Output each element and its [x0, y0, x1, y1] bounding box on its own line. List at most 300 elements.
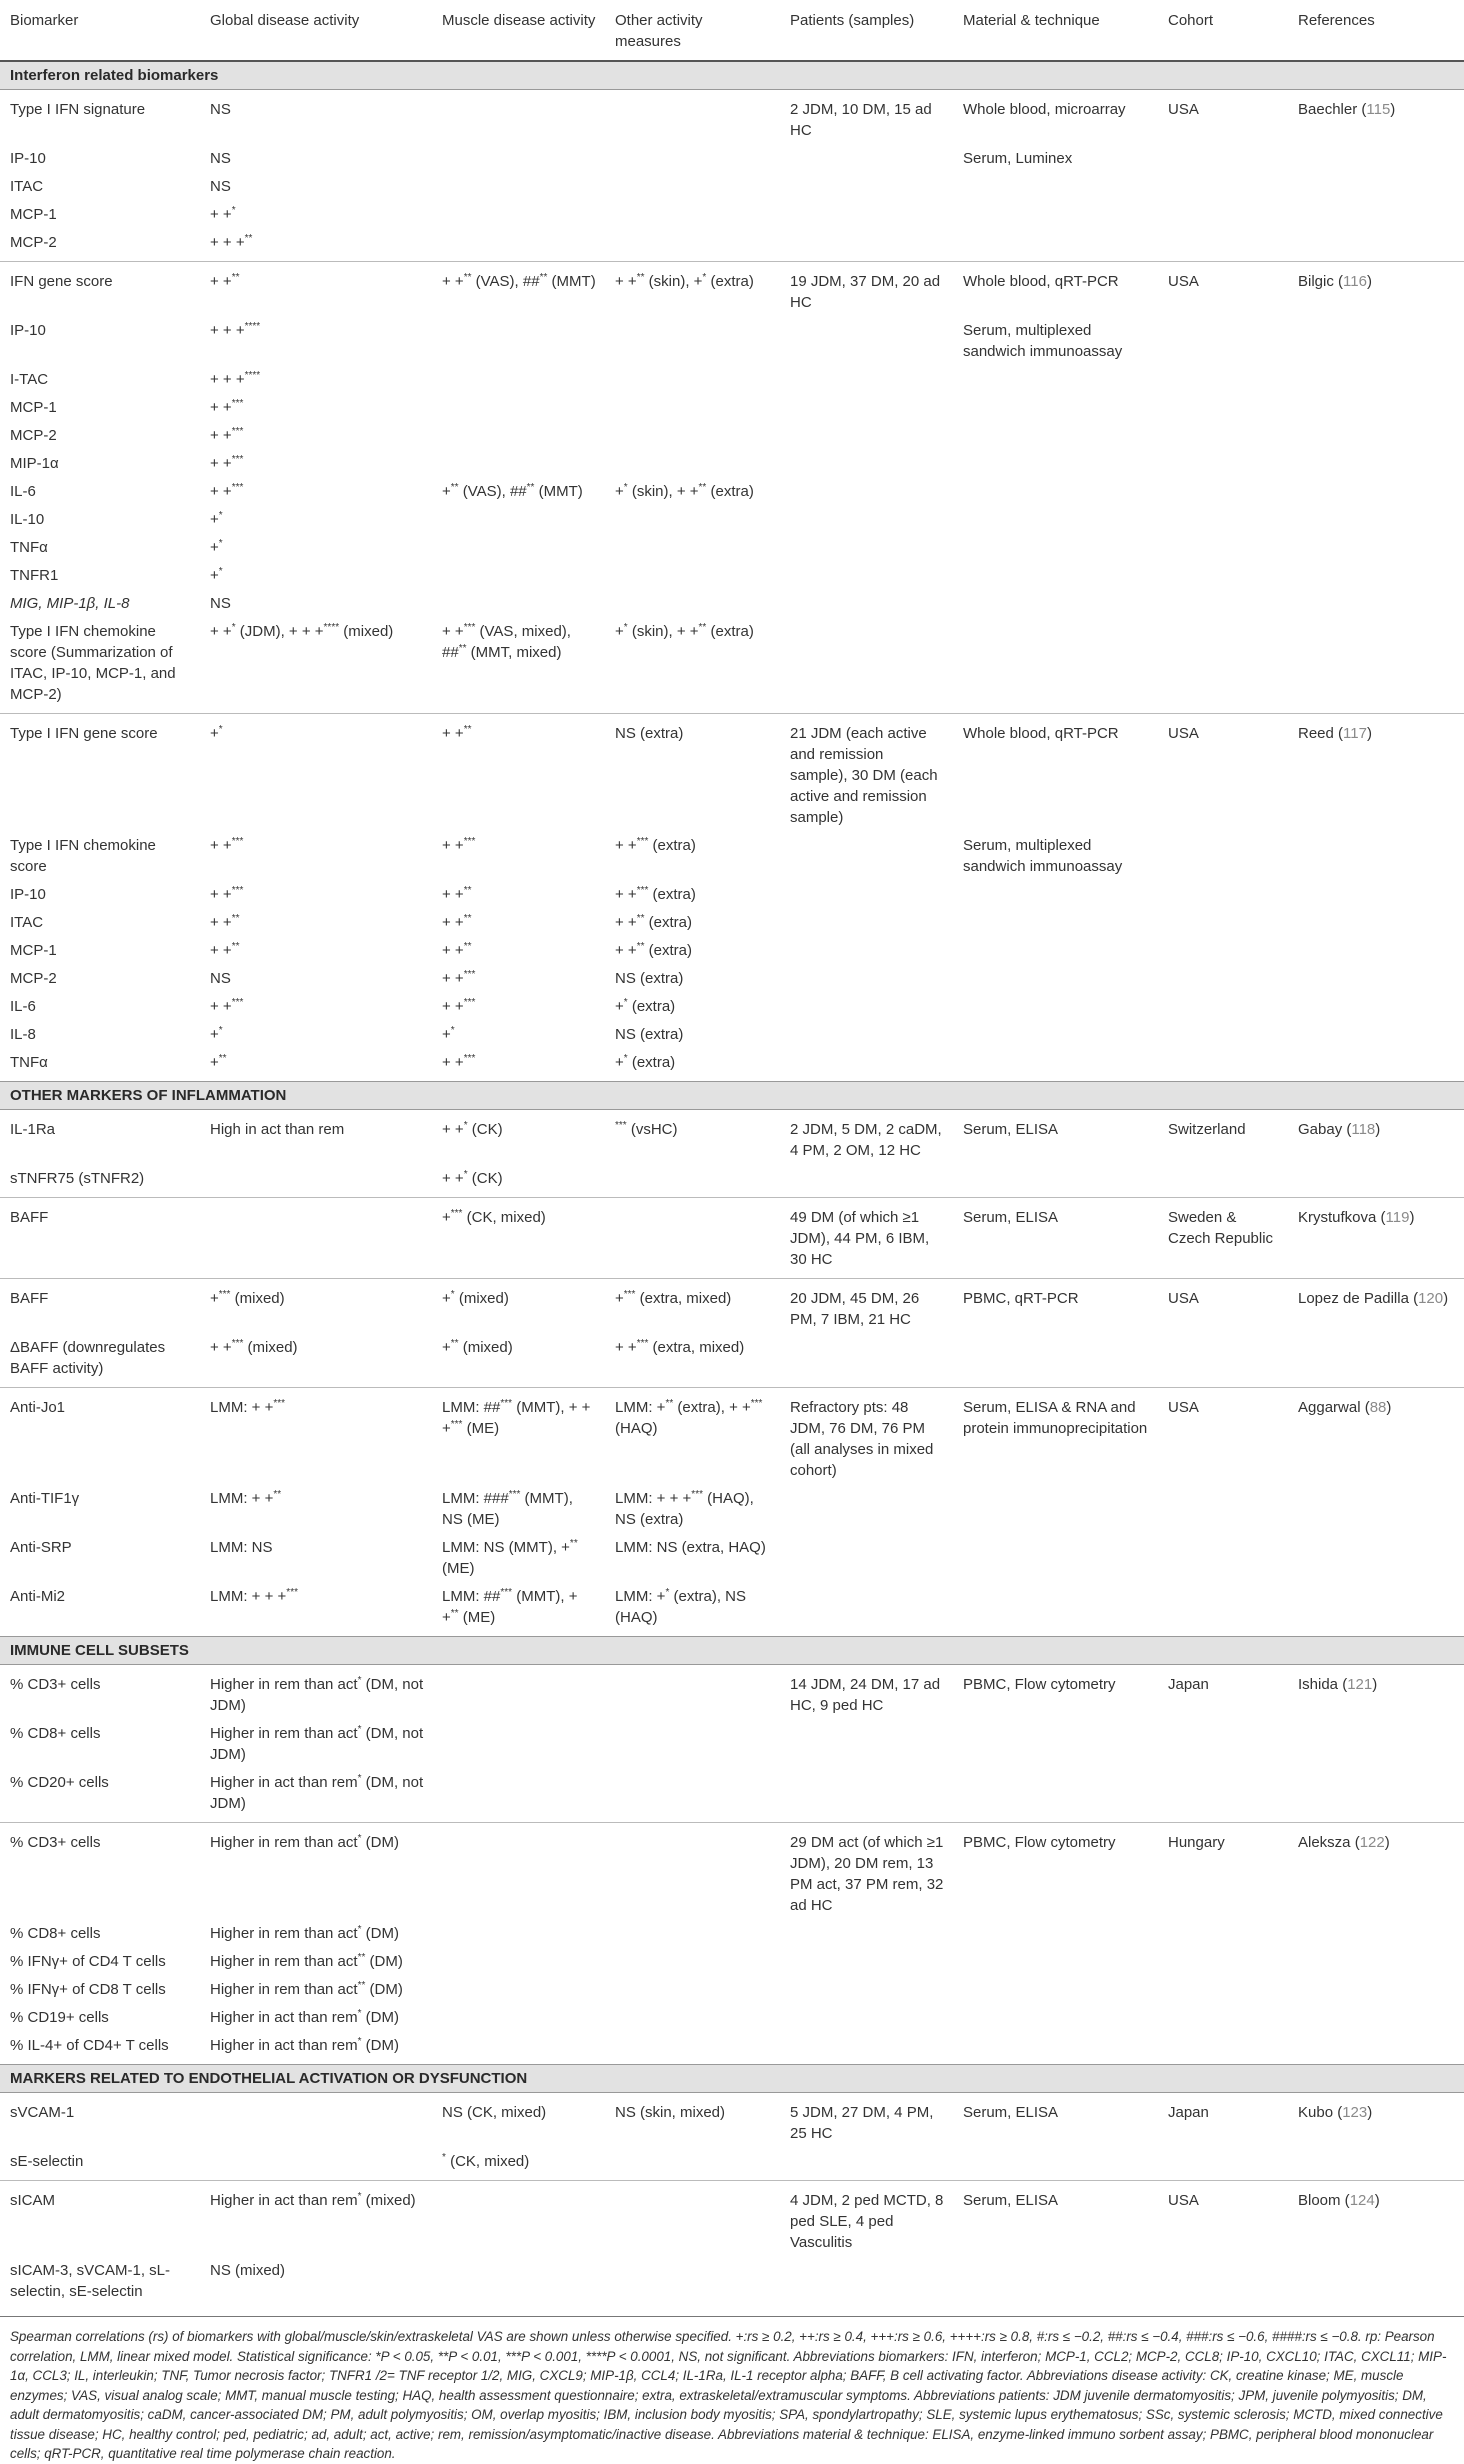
cell-cohort	[1158, 1718, 1288, 1767]
table-row	[0, 2181, 1464, 2256]
cell-global-activity: Higher in act than rem* (DM)	[210, 2008, 399, 2026]
cell-patients: 20 JDM, 45 DM, 26 PM, 7 IBM, 21 HC	[780, 1279, 953, 1333]
table-row	[0, 532, 1464, 560]
cell-reference[interactable]: Kubo (123)	[1298, 2104, 1373, 2121]
header-material: Material & technique	[953, 0, 1158, 61]
cell-biomarker: % CD19+ cells	[10, 2009, 109, 2026]
cell-global-activity: Higher in rem than act** (DM)	[210, 1980, 403, 1998]
cell-biomarker: MIP-1α	[10, 455, 59, 472]
cell-material	[953, 504, 1158, 532]
cell-global-activity	[200, 2146, 432, 2181]
cell-global-activity: LMM: NS	[210, 1539, 273, 1556]
cell-other-measures	[605, 1946, 780, 1974]
cell-patients	[780, 1718, 953, 1767]
cell-other-measures	[605, 1974, 780, 2002]
cell-other-measures	[605, 315, 780, 364]
cell-global-activity: LMM: + +**	[210, 1489, 282, 1507]
cell-other-measures: + +*** (extra)	[615, 885, 696, 903]
cell-material	[953, 532, 1158, 560]
cell-reference[interactable]: Gabay (118)	[1298, 1121, 1381, 1138]
cell-biomarker: IP-10	[10, 322, 46, 339]
cell-patients	[780, 963, 953, 991]
cell-material	[953, 2146, 1158, 2181]
cell-other-measures: LMM: + + +*** (HAQ), NS (extra)	[615, 1489, 754, 1528]
cell-reference[interactable]: Lopez de Padilla (120)	[1288, 1279, 1464, 1333]
cell-patients	[780, 476, 953, 504]
cell-material	[953, 1918, 1158, 1946]
cell-material	[953, 227, 1158, 262]
cell-cohort	[1158, 199, 1288, 227]
cell-biomarker: TNFR1	[10, 567, 59, 584]
cell-muscle-activity: * (CK, mixed)	[442, 2152, 530, 2170]
cell-muscle-activity: +*	[442, 1025, 455, 1043]
cell-global-activity: LMM: + + +***	[210, 1587, 298, 1605]
cell-muscle-activity: + +**	[442, 941, 472, 959]
cell-muscle-activity: + +***	[442, 1053, 476, 1071]
cell-global-activity: Higher in rem than act* (DM)	[200, 1823, 432, 1919]
cell-muscle-activity: + +* (CK)	[442, 1169, 503, 1187]
cell-muscle-activity	[432, 1974, 605, 2002]
cell-biomarker: sTNFR75 (sTNFR2)	[10, 1170, 145, 1187]
cell-reference	[1288, 879, 1464, 907]
cell-patients: 49 DM (of which ≥1 JDM), 44 PM, 6 IBM, 30 HC	[780, 1198, 953, 1279]
cell-other-measures	[605, 532, 780, 560]
cell-cohort	[1158, 1532, 1288, 1581]
cell-other-measures: + +*** (extra, mixed)	[615, 1338, 745, 1356]
cell-reference[interactable]: Aggarwal (88)	[1288, 1388, 1464, 1484]
cell-muscle-activity: + +***	[442, 969, 476, 987]
cell-other-measures	[605, 1718, 780, 1767]
table-row	[0, 262, 1464, 316]
cell-material: Serum, ELISA & RNA and protein immunoprecipitation	[953, 1388, 1158, 1484]
cell-biomarker: sICAM	[0, 2181, 200, 2256]
cell-reference	[1288, 1718, 1464, 1767]
cell-material	[953, 991, 1158, 1019]
cell-reference[interactable]: Krystufkova (119)	[1288, 1198, 1464, 1279]
cell-biomarker: % IFNγ+ of CD4 T cells	[10, 1953, 166, 1970]
header-patients: Patients (samples)	[780, 0, 953, 61]
cell-material	[953, 2255, 1158, 2310]
cell-cohort: USA	[1158, 2181, 1288, 2256]
cell-cohort: USA	[1158, 1279, 1288, 1333]
cell-material: PBMC, qRT-PCR	[953, 1279, 1158, 1333]
cell-other-measures: LMM: +* (extra), NS (HAQ)	[615, 1587, 747, 1626]
cell-cohort	[1158, 963, 1288, 991]
cell-cohort: Switzerland	[1168, 1121, 1246, 1138]
table-row	[0, 2093, 1464, 2147]
cell-global-activity: + +***	[210, 482, 244, 500]
cell-material: Serum, ELISA	[953, 2181, 1158, 2256]
cell-reference[interactable]: Reed (117)	[1288, 714, 1464, 831]
cell-cohort	[1158, 2255, 1288, 2310]
cell-biomarker: % CD8+ cells	[10, 1725, 101, 1742]
table-row	[0, 227, 1464, 262]
cell-biomarker: Type I IFN signature	[10, 101, 146, 118]
cell-global-activity: + +***	[210, 454, 244, 472]
cell-reference	[1288, 963, 1464, 991]
cell-global-activity: + +**	[210, 941, 240, 959]
cell-material	[953, 879, 1158, 907]
cell-biomarker: IP-10	[10, 150, 46, 167]
cell-material	[953, 171, 1158, 199]
cell-biomarker: % CD3+ cells	[10, 1676, 101, 1693]
cell-global-activity: + +***	[210, 398, 244, 416]
cell-global-activity: NS	[210, 150, 231, 167]
cell-material	[953, 364, 1158, 392]
cell-cohort	[1158, 1019, 1288, 1047]
cell-cohort	[1158, 2146, 1288, 2181]
cell-material	[953, 1946, 1158, 1974]
cell-biomarker: TNFα	[10, 1054, 48, 1071]
cell-muscle-activity	[432, 1718, 605, 1767]
table-row	[0, 1019, 1464, 1047]
cell-muscle-activity: NS (CK, mixed)	[442, 2104, 547, 2121]
table-row	[0, 2146, 1464, 2181]
cell-patients	[780, 1918, 953, 1946]
cell-reference	[1288, 532, 1464, 560]
cell-cohort	[1158, 392, 1288, 420]
cell-patients: 2 JDM, 10 DM, 15 ad HC	[790, 101, 932, 139]
cell-cohort: USA	[1168, 101, 1199, 118]
cell-patients: 29 DM act (of which ≥1 JDM), 20 DM rem, 13 PM act, 37 PM rem, 32 ad HC	[780, 1823, 953, 1919]
cell-biomarker: % CD8+ cells	[10, 1925, 101, 1942]
cell-muscle-activity	[432, 315, 605, 364]
cell-biomarker: BAFF	[0, 1198, 200, 1279]
table-row	[0, 476, 1464, 504]
cell-biomarker: % IL-4+ of CD4+ T cells	[10, 2037, 169, 2054]
cell-biomarker: MCP-2	[10, 234, 57, 251]
cell-biomarker: ITAC	[10, 178, 44, 195]
cell-other-measures: *** (vsHC)	[615, 1120, 678, 1138]
cell-patients	[780, 315, 953, 364]
table-row	[0, 504, 1464, 532]
cell-cohort	[1158, 1332, 1288, 1388]
cell-other-measures	[605, 392, 780, 420]
cell-cohort: Japan	[1168, 1676, 1209, 1693]
cell-cohort	[1158, 1581, 1288, 1637]
cell-material	[953, 1163, 1158, 1198]
cell-cohort: USA	[1158, 714, 1288, 831]
cell-patients: 21 JDM (each active and remission sample), 30 DM (each active and remission sample)	[780, 714, 953, 831]
cell-global-activity: +*	[210, 566, 223, 584]
cell-other-measures	[605, 199, 780, 227]
table-row	[0, 392, 1464, 420]
cell-biomarker: MCP-1	[10, 942, 57, 959]
cell-biomarker: Anti-TIF1γ	[10, 1490, 80, 1507]
cell-other-measures: NS (extra)	[615, 970, 684, 987]
cell-muscle-activity: + +**	[442, 885, 472, 903]
cell-material	[953, 935, 1158, 963]
cell-patients	[780, 1019, 953, 1047]
section-header-row	[0, 61, 1464, 90]
cell-global-activity: NS	[210, 178, 231, 195]
cell-muscle-activity	[432, 448, 605, 476]
cell-patients	[780, 420, 953, 448]
table-row	[0, 2002, 1464, 2030]
cell-global-activity: + +***	[210, 997, 244, 1015]
cell-patients	[780, 227, 953, 262]
cell-other-measures	[605, 227, 780, 262]
cell-reference[interactable]: Bilgic (116)	[1288, 262, 1464, 316]
table-row	[0, 1279, 1464, 1333]
cell-reference	[1288, 315, 1464, 364]
table-row	[0, 1823, 1464, 1919]
cell-material	[953, 420, 1158, 448]
cell-cohort	[1158, 420, 1288, 448]
cell-reference[interactable]: Bloom (124)	[1288, 2181, 1464, 2256]
cell-material: Serum, Luminex	[963, 150, 1073, 167]
cell-biomarker: IL-6	[10, 483, 36, 500]
cell-reference[interactable]: Ishida (121)	[1298, 1676, 1378, 1693]
cell-material	[953, 2002, 1158, 2030]
cell-other-measures	[605, 2146, 780, 2181]
cell-patients	[780, 448, 953, 476]
cell-reference	[1288, 560, 1464, 588]
cell-material: Serum, multiplexed sandwich immunoassay	[963, 322, 1123, 360]
cell-biomarker: IL-6	[10, 998, 36, 1015]
cell-patients	[780, 1974, 953, 2002]
cell-biomarker: MCP-1	[10, 399, 57, 416]
cell-muscle-activity	[432, 2002, 605, 2030]
cell-patients: 4 JDM, 2 ped MCTD, 8 ped SLE, 4 ped Vasculitis	[780, 2181, 953, 2256]
cell-biomarker: MIG, MIP-1β, IL-8	[10, 595, 130, 612]
cell-global-activity: High in act than rem	[210, 1121, 345, 1138]
cell-other-measures: +* (extra)	[615, 997, 676, 1015]
cell-other-measures: +* (skin), + +** (extra)	[615, 622, 754, 640]
cell-biomarker: I-TAC	[10, 371, 49, 388]
cell-biomarker: sVCAM-1	[10, 2104, 75, 2121]
table-row	[0, 991, 1464, 1019]
cell-patients	[780, 1047, 953, 1082]
table-row	[0, 1918, 1464, 1946]
header-cohort: Cohort	[1158, 0, 1288, 61]
section-title: MARKERS RELATED TO ENDOTHELIAL ACTIVATION OR DYSFUNCTION	[0, 2065, 1464, 2093]
cell-reference	[1288, 2255, 1464, 2310]
cell-material	[953, 1767, 1158, 1823]
cell-reference	[1288, 171, 1464, 199]
cell-biomarker: ΔBAFF (downregulates BAFF activity)	[10, 1339, 166, 1377]
cell-muscle-activity	[432, 143, 605, 171]
section-title: IMMUNE CELL SUBSETS	[0, 1637, 1464, 1665]
cell-other-measures: + +** (skin), +* (extra)	[605, 262, 780, 316]
cell-patients	[780, 1946, 953, 1974]
cell-material	[953, 560, 1158, 588]
cell-muscle-activity: +*** (CK, mixed)	[432, 1198, 605, 1279]
cell-reference	[1288, 1581, 1464, 1637]
table-row	[0, 448, 1464, 476]
cell-muscle-activity	[432, 199, 605, 227]
cell-material	[953, 588, 1158, 616]
cell-other-measures: LMM: NS (extra, HAQ)	[615, 1539, 766, 1556]
cell-biomarker: Type I IFN chemokine score	[10, 837, 156, 875]
cell-patients	[780, 588, 953, 616]
cell-patients	[780, 2146, 953, 2181]
cell-muscle-activity	[432, 420, 605, 448]
table-row	[0, 1163, 1464, 1198]
cell-cohort	[1158, 171, 1288, 199]
cell-reference[interactable]: Aleksza (122)	[1288, 1823, 1464, 1919]
cell-reference	[1288, 227, 1464, 262]
cell-patients: 5 JDM, 27 DM, 4 PM, 25 HC	[790, 2104, 934, 2142]
cell-other-measures: + +** (extra)	[615, 941, 692, 959]
cell-biomarker: Anti-Jo1	[0, 1388, 200, 1484]
cell-muscle-activity: LMM: ###*** (MMT), NS (ME)	[442, 1489, 573, 1528]
section-title: Interferon related biomarkers	[0, 61, 1464, 90]
cell-global-activity: +*	[210, 1025, 223, 1043]
cell-other-measures: NS (extra)	[615, 1026, 684, 1043]
cell-muscle-activity: +** (mixed)	[442, 1338, 513, 1356]
cell-patients	[780, 364, 953, 392]
cell-cohort	[1158, 1047, 1288, 1082]
cell-muscle-activity	[432, 1918, 605, 1946]
cell-reference	[1288, 420, 1464, 448]
cell-patients	[780, 1532, 953, 1581]
cell-global-activity: Higher in act than rem* (DM)	[210, 2036, 399, 2054]
cell-other-measures	[605, 560, 780, 588]
cell-patients	[780, 1332, 953, 1388]
table-row	[0, 2255, 1464, 2310]
cell-biomarker: IP-10	[10, 886, 46, 903]
cell-reference	[1288, 2030, 1464, 2065]
cell-other-measures: +* (skin), + +** (extra)	[615, 482, 754, 500]
cell-cohort	[1158, 2002, 1288, 2030]
cell-muscle-activity	[432, 1823, 605, 1919]
cell-patients	[780, 2030, 953, 2065]
section-header-row	[0, 1082, 1464, 1110]
cell-muscle-activity: LMM: NS (MMT), +** (ME)	[442, 1538, 578, 1577]
cell-material	[953, 1332, 1158, 1388]
cell-cohort	[1158, 560, 1288, 588]
cell-global-activity	[200, 1163, 432, 1198]
cell-global-activity: NS	[210, 595, 231, 612]
cell-reference	[1288, 588, 1464, 616]
cell-material: Serum, ELISA	[963, 1121, 1059, 1138]
cell-muscle-activity	[432, 392, 605, 420]
table-row	[0, 2030, 1464, 2065]
cell-cohort: USA	[1158, 1388, 1288, 1484]
cell-reference	[1288, 991, 1464, 1019]
cell-biomarker: % CD20+ cells	[10, 1774, 109, 1791]
cell-biomarker: % CD3+ cells	[0, 1823, 200, 1919]
cell-patients	[780, 2255, 953, 2310]
cell-biomarker: Type I IFN gene score	[0, 714, 200, 831]
cell-global-activity: Higher in rem than act* (DM, not JDM)	[210, 1724, 424, 1763]
cell-reference	[1288, 2002, 1464, 2030]
table-row	[0, 1388, 1464, 1484]
table-row	[0, 616, 1464, 714]
cell-biomarker: sICAM-3, sVCAM-1, sL-selectin, sE-selectin	[10, 2262, 171, 2300]
cell-biomarker: sE-selectin	[10, 2153, 84, 2170]
cell-biomarker: Anti-SRP	[10, 1539, 72, 1556]
cell-global-activity: NS (mixed)	[210, 2262, 286, 2279]
cell-other-measures	[605, 588, 780, 616]
table-footnote: Spearman correlations (rs) of biomarkers with global/muscle/skin/extraskeletal VAS are shown unless otherwise specified. +:rs ≥ 0.2, ++:rs ≥ 0.4, +++:rs ≥ 0.6, ++++:rs ≥ 0.8, #:rs ≤ −0.2, ##:rs ≤ −0.4, ###:rs ≤ −0.6, ####:rs ≤ −0.8. rp: Pearson correlation, LMM, linear mixed model. Statistical significance: *P < 0.05, **P < 0.01, ***P < 0.001, ****P < 0.0001, NS, not significant. Abbreviations biomarkers: IFN, interferon; MCP-1, CCL2; MCP-2, CCL8; IP-10, CXCL10; ITAC, CXCL11; MIP-1α, CCL3; IL, interleukin; TNF, Tumor necrosis factor; TNFR1 /2= TNF receptor 1/2, MIG, CXCL9; MIP-1β, CCL4; IL-1Ra, IL-1 receptor alpha; BAFF, B cell activating factor. Abbreviations disease activity: CK, creatine kinase; ME, muscle enzymes; VAS, visual analog scale; MMT, manual muscle testing; HAQ, health assessment questionnaire; extra, extraskeletal/extramuscular symptoms. Abbreviations patients: JDM juvenile dermatomyositis; JPM, juvenile polymyositis; DM, adult dermatomyositis; caDM, cancer-associated DM; PM, adult polymyositis; OM, overlap myositis; IBM, inclusion body myositis; SPA, spondylartropathy; SLE, systemic lupus erythematosus; SSc, systemic sclerosis; MCTD, mixed connective tissue disease; HC, healthy control; ped, pediatric; ad, adult; act, active; rem, remission/asymptomatic/inactive disease. Abbreviations material & technique: ELISA, enzyme-linked immuno sorbent assay; PBMC, peripheral blood mononuclear cells; qRT-PCR, quantitative real time polymerase chain reaction.	[0, 2316, 1464, 2464]
cell-muscle-activity	[432, 171, 605, 199]
cell-patients	[780, 1581, 953, 1637]
cell-material	[953, 1974, 1158, 2002]
cell-global-activity: Higher in rem than act* (DM)	[210, 1924, 399, 1942]
cell-muscle-activity: LMM: ##*** (MMT), + +** (ME)	[442, 1587, 578, 1626]
cell-other-measures: NS (extra)	[605, 714, 780, 831]
cell-reference	[1288, 364, 1464, 392]
cell-cohort	[1158, 532, 1288, 560]
cell-global-activity: +**	[210, 1053, 227, 1071]
cell-reference	[1288, 1918, 1464, 1946]
cell-material: Whole blood, microarray	[963, 101, 1126, 118]
cell-cohort	[1158, 143, 1288, 171]
cell-other-measures	[605, 1767, 780, 1823]
cell-other-measures	[605, 2030, 780, 2065]
cell-global-activity	[200, 1198, 432, 1279]
cell-biomarker: IL-1Ra	[10, 1121, 56, 1138]
table-row	[0, 1946, 1464, 1974]
table-row	[0, 963, 1464, 991]
cell-muscle-activity	[432, 2255, 605, 2310]
table-body	[0, 61, 1464, 2310]
cell-other-measures	[605, 2255, 780, 2310]
cell-muscle-activity	[432, 2181, 605, 2256]
cell-other-measures	[605, 448, 780, 476]
table-row	[0, 90, 1464, 144]
cell-reference	[1288, 1163, 1464, 1198]
cell-muscle-activity: +* (mixed)	[432, 1279, 605, 1333]
cell-material	[953, 616, 1158, 714]
cell-material: PBMC, Flow cytometry	[953, 1823, 1158, 1919]
cell-reference	[1288, 1974, 1464, 2002]
cell-cohort	[1158, 227, 1288, 262]
cell-reference[interactable]: Baechler (115)	[1298, 101, 1396, 118]
cell-global-activity: + +***	[210, 426, 244, 444]
cell-muscle-activity	[432, 364, 605, 392]
cell-biomarker: Anti-Mi2	[10, 1588, 66, 1605]
cell-cohort	[1158, 991, 1288, 1019]
table-row	[0, 588, 1464, 616]
cell-muscle-activity: + +** (VAS), ##** (MMT)	[432, 262, 605, 316]
cell-muscle-activity: + +***	[442, 836, 476, 854]
cell-cohort	[1158, 588, 1288, 616]
cell-biomarker: BAFF	[0, 1279, 200, 1333]
cell-cohort: USA	[1158, 262, 1288, 316]
cell-patients: 14 JDM, 24 DM, 17 ad HC, 9 ped HC	[790, 1676, 941, 1714]
table-row	[0, 714, 1464, 831]
cell-reference	[1288, 2146, 1464, 2181]
cell-material	[953, 1483, 1158, 1532]
table-row	[0, 1198, 1464, 1279]
cell-other-measures: NS (skin, mixed)	[615, 2104, 726, 2121]
cell-reference	[1288, 143, 1464, 171]
cell-reference	[1288, 1946, 1464, 1974]
cell-global-activity: Higher in rem than act** (DM)	[210, 1952, 403, 1970]
header-references: References	[1288, 0, 1464, 61]
cell-cohort	[1158, 1163, 1288, 1198]
cell-biomarker: MCP-1	[10, 206, 57, 223]
cell-global-activity: + + +****	[210, 321, 261, 339]
cell-reference	[1288, 830, 1464, 879]
cell-muscle-activity	[432, 2030, 605, 2065]
cell-cohort	[1158, 1918, 1288, 1946]
cell-biomarker: % IFNγ+ of CD8 T cells	[10, 1981, 166, 1998]
cell-reference	[1288, 1332, 1464, 1388]
cell-patients	[780, 2002, 953, 2030]
cell-muscle-activity	[432, 560, 605, 588]
table-row	[0, 560, 1464, 588]
cell-material: Serum, ELISA	[953, 1198, 1158, 1279]
section-title: OTHER MARKERS OF INFLAMMATION	[0, 1082, 1464, 1110]
cell-global-activity	[200, 2093, 432, 2147]
cell-patients: 2 JDM, 5 DM, 2 caDM, 4 PM, 2 OM, 12 HC	[790, 1121, 942, 1159]
cell-muscle-activity: LMM: ##*** (MMT), + + +*** (ME)	[432, 1388, 605, 1484]
cell-global-activity: + +* (JDM), + + +**** (mixed)	[210, 622, 394, 640]
